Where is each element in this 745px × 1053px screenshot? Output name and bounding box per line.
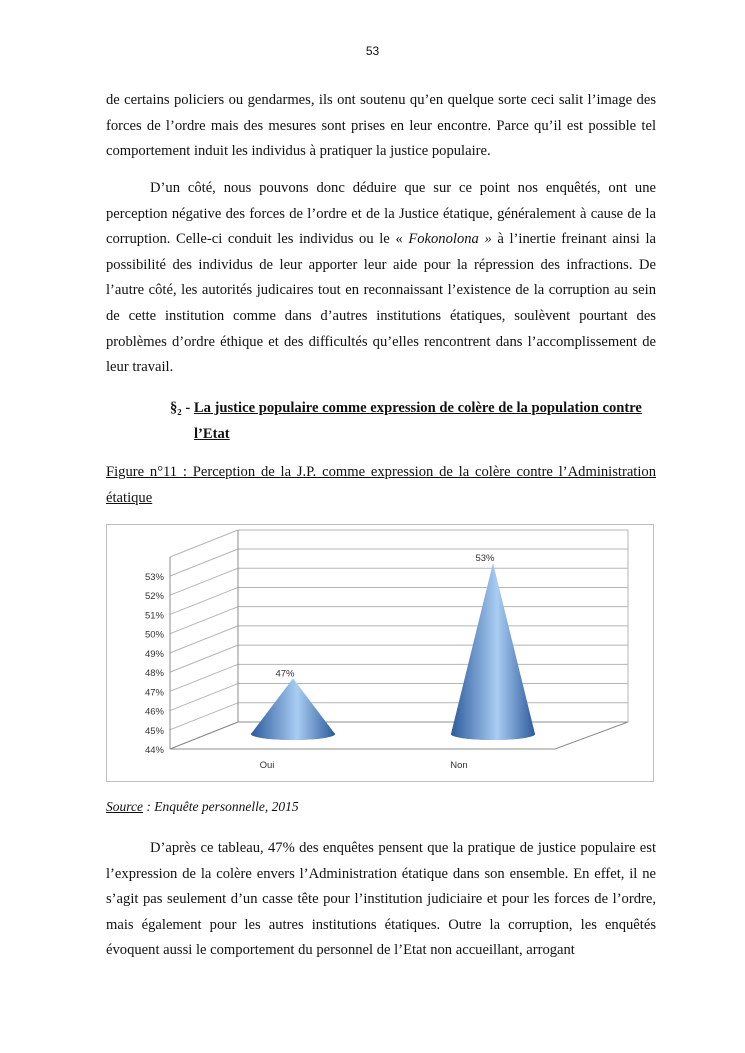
- source-text: : Enquête personnelle, 2015: [143, 799, 299, 814]
- section-title-line-2: l’Etat: [194, 425, 230, 442]
- section-heading: [170, 396, 656, 447]
- y-tick-label: 53%: [144, 572, 164, 583]
- cone-bar-non: [451, 563, 535, 740]
- chart-floor: [170, 722, 628, 749]
- figure-caption: Figure n°11 : Perception de la J.P. comme expression de la colère contre l’Administration étatique: [106, 464, 656, 506]
- y-tick-label: 44%: [144, 745, 164, 756]
- section-symbol: §₂ -: [170, 400, 191, 416]
- y-tick-label: 49%: [144, 648, 164, 660]
- y-tick-label: 50%: [144, 629, 164, 641]
- section-heading-line-2: [170, 422, 656, 448]
- paragraph-1: de certains policiers ou gendarmes, ils ont soutenu qu’en quelque sorte ceci salit l’image des forces de l’ordre mais des mesures sont prises en leur encontre. Parce qu’il est possible tel comportement induit les individus à pratiquer la justice populaire.: [106, 92, 656, 160]
- y-tick-label: 47%: [144, 687, 164, 699]
- paragraph-2: [106, 176, 656, 381]
- y-tick-label: 45%: [144, 725, 164, 737]
- category-label-non: Non: [450, 760, 468, 771]
- cone-chart: [107, 525, 653, 781]
- section-heading-line-1: [170, 396, 656, 422]
- paragraph-2-text-b: à l’inertie freinant ainsi la possibilité des individus de leur apporter leur aide pour la répression des infractions. De l’autre côté, les autorités judicaires tout en reconnaissant l’existence de la corruption au sein de cette institution comme dans d’autres institutions étatiques, soulèvent pourtant des problèmes d’ordre éthique et des difficultés qu’elles rencontrent dans l’accomplissement de leur travail.: [106, 231, 656, 376]
- paragraph-2-emphasis: Fokonolona »: [408, 231, 492, 248]
- y-tick-label: 52%: [144, 591, 164, 603]
- page-number: 53: [365, 44, 380, 58]
- y-tick-label: 51%: [144, 610, 164, 622]
- data-label-oui: 47%: [275, 668, 295, 680]
- chart-container: [106, 524, 654, 782]
- category-label-oui: Oui: [259, 760, 275, 771]
- section-title-line-1: La justice populaire comme expression de colère de la population contre: [193, 400, 642, 416]
- y-tick-label: 46%: [144, 706, 164, 718]
- data-label-non: 53%: [475, 553, 495, 564]
- paragraph-3: D’après ce tableau, 47% des enquêtes pensent que la pratique de justice populaire est l’expression de la colère envers l’Administration étatique dans son ensemble. En effet, il ne s’agit pas seulement d’un casse tête pour l’institution judiciaire et pour les forces de l’ordre, mais également pour les autres institutions étatiques. Outre la corruption, les enquêtés évoquent aussi le comportement du personnel de l’Etat non accueillant, arrogant: [106, 840, 656, 959]
- y-tick-label: 48%: [144, 668, 164, 680]
- paragraph-2-text-a: D’un côté, nous pouvons donc déduire que sur ce point nos enquêtés, ont une perception négative des forces de l’ordre et de la Justice étatique, généralement à cause de la corruption. Celle-ci conduit les individus ou le «: [106, 180, 656, 248]
- source-label: Source: [106, 799, 143, 814]
- source-note: [106, 799, 299, 815]
- cone-bar-oui: [251, 678, 335, 740]
